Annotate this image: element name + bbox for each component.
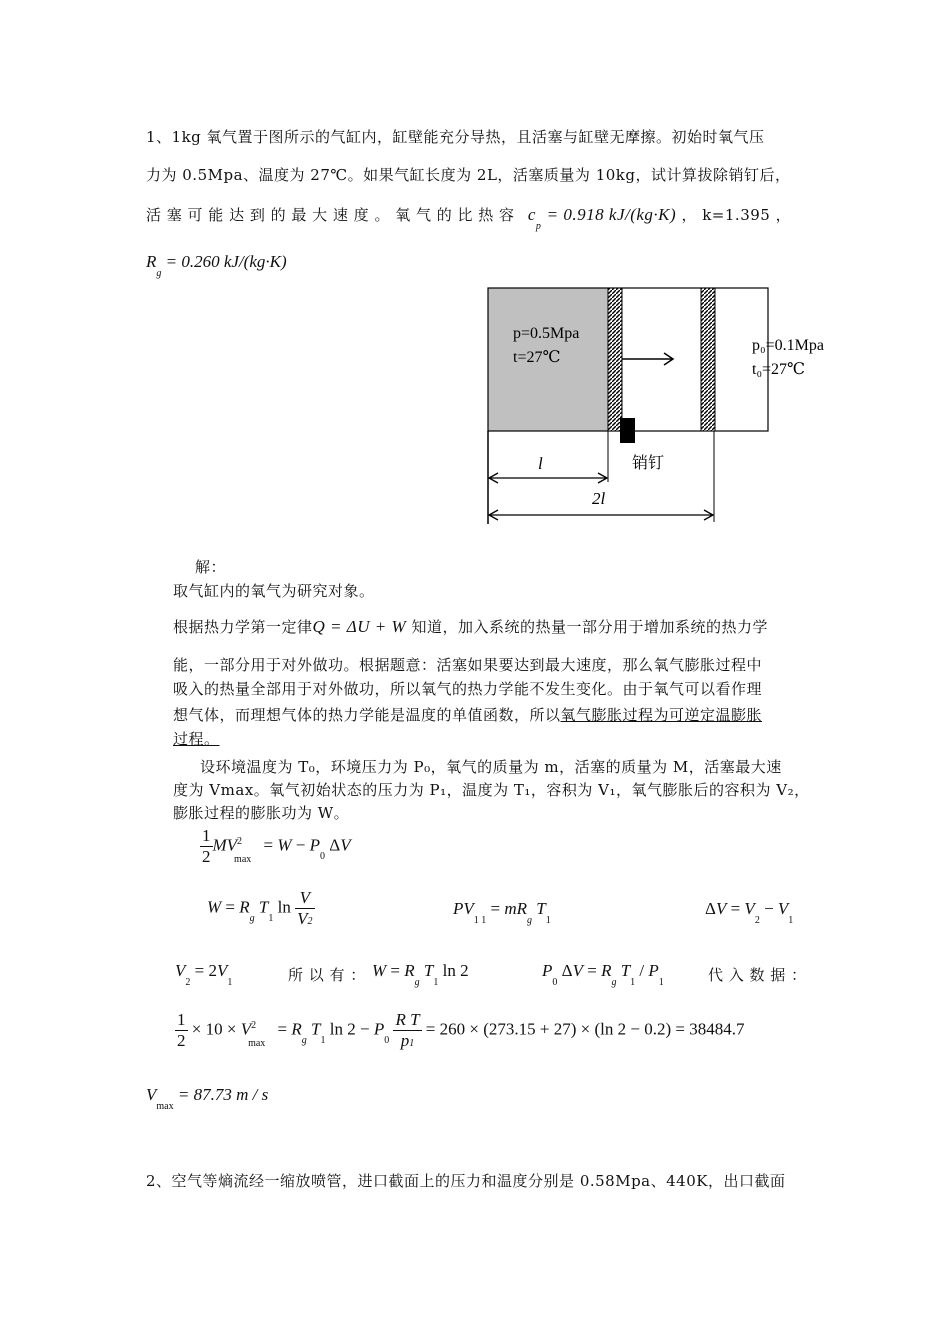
rg-line: $R_g = 0.260$ kJ/(kg·K) [146,252,287,279]
problem1-line2: 力为 0.5Mpa、温度为 27℃。如果气缸长度为 2L，活塞质量为 10kg，试计算拔除销钉后， [146,166,791,184]
problem1-line3-text: 活 塞 可 能 达 到 的 最 大 速 度 。 氧 气 的 比 热 容 [146,206,515,224]
rg-formula: = 0.260 kJ/(kg·K) [165,252,287,271]
equation-work: $W = R_g$ $T_1$ ln $\frac{V}{V2}$ [207,888,313,928]
problem1-line3 [146,204,792,232]
solution-s1: 取气缸内的氧气为研究对象。 [173,582,375,600]
solution-s8: 度为 Vmax。氧气初始状态的压力为 P₁，温度为 T₁，容积为 V₁，氧气膨胀后的容积为 V₂， [173,781,810,799]
solution-heading: 解： [195,558,227,576]
equation-volume-change: $\Delta V = V_2 - V_1$ [705,899,794,926]
env-pressure-label: p₀=0.1Mpa [752,337,824,354]
solution-s2a: 根据热力学第一定律 [173,618,313,636]
length-l-label: l [538,454,543,473]
solution-s9: 膨胀过程的膨胀功为 W。 [173,804,350,822]
solution-s2b: 知道，加入系统的热量一部分用于增加系统的热力学 [411,618,768,636]
piston-initial [608,288,622,431]
solution-s7: 设环境温度为 T₀，环境压力为 P₀，氧气的质量为 m，活塞的质量为 M，活塞最大速 [200,758,782,776]
env-temperature-label: t₀=27℃ [752,361,805,378]
problem1-line1: 1、1kg 氧气置于图所示的气缸内，缸壁能充分导热，且活塞与缸壁无摩擦。初始时氧气压 [146,128,765,146]
gas-pressure-label: p=0.5Mpa [513,325,580,342]
result-line: $V_{max} = 87.73$ m / s [146,1085,269,1112]
solution-s2 [173,616,768,637]
solution-s5b: 氧气膨胀过程为可逆定温膨胀 [560,706,763,724]
equation-energy: $\frac{1}{2}$ $MV^2_{max} = W - P_0$ ΔV [202,826,351,866]
equation-numeric-value: = 260 × (273.15 + 27) × (ln 2 − 0.2) = 38484.7 [425,1019,745,1039]
length-2l-label: 2l [592,489,606,508]
gas-temperature-label: t=27℃ [513,349,561,366]
cp-symbol: $c_p$ [527,205,542,232]
pin-label: 销钉 [632,453,665,472]
equation-work-result: $W = R_g$ $T_1$ ln 2 [372,961,469,988]
equation-numeric: $\frac{1}{2}$ × $10 \times V^2_{max} = R_g$ $T_1$ $\ln 2 - P_0$ $\frac{\text{R T}}{p1}$ = 260 × (273.15 + 27) × (ln 2 − 0.2) = 38484.7 [177,1010,745,1050]
solution-s4: 吸入的热量全部用于对外做功，所以氧气的热力学能不发生变化。由于氧气可以看作理 [173,680,763,698]
equation-env-work: $P_0$ $\Delta V = R_g$ $T_1 / P_1$ [542,961,664,988]
pin [620,418,635,443]
first-law-equation: Q = ΔU + W [312,617,407,636]
substitute-text: 代 入 数 据 ： [708,966,807,984]
result-value: = 87.73 m / s [177,1085,269,1104]
problem2-line1: 2、空气等熵流经一缩放喷管，进口截面上的压力和温度分别是 0.58Mpa、440K，出口截面 [146,1172,786,1190]
cp-formula: = 0.918 kJ/(kg·K) [546,205,677,224]
equation-v2: $V_2 = 2V_1$ [175,961,233,988]
k-value: ， k=1.395 ， [681,206,792,224]
solution-s5a: 想气体，而理想气体的热力学能是温度的单值函数，所以 [173,706,561,724]
solution-s6: 过程。 [173,730,220,748]
so-have-text: 所 以 有 ： [288,966,366,984]
piston-final [701,288,715,431]
solution-s3: 能，一部分用于对外做功。根据题意：活塞如果要达到最大速度，那么氧气膨胀过程中 [173,656,763,674]
solution-s5 [173,704,762,725]
equation-state: $PV_{1 1} = mR_g$ $T_1$ [453,899,551,926]
cylinder-figure [480,282,840,532]
